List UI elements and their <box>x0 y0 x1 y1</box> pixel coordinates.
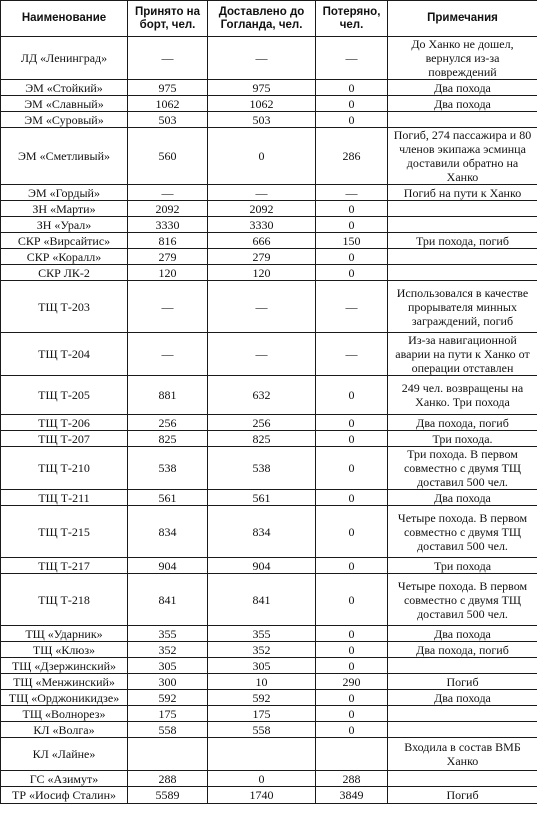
table-row <box>1 281 537 333</box>
row-name-cell: ТЩ Т-215 <box>1 506 128 558</box>
row-name-cell: СКР «Вирсайтис» <box>1 233 128 249</box>
table-row <box>1 431 537 447</box>
row-note-cell: До Ханко не дошел, вернулся из-за повреждений <box>388 37 537 80</box>
row-note-cell <box>388 112 537 128</box>
table-row <box>1 376 537 415</box>
row-lost-cell: 0 <box>316 506 388 558</box>
table-row <box>1 96 537 112</box>
row-note-cell <box>388 265 537 281</box>
row-lost-cell: 288 <box>316 771 388 787</box>
row-taken-cell: 881 <box>128 376 208 415</box>
row-delivered-cell: 1062 <box>208 96 316 112</box>
row-note-cell <box>388 201 537 217</box>
row-taken-cell: 816 <box>128 233 208 249</box>
table-row <box>1 249 537 265</box>
row-lost-cell: — <box>316 185 388 201</box>
row-delivered-cell: 279 <box>208 249 316 265</box>
table-row <box>1 333 537 376</box>
row-lost-cell: 0 <box>316 447 388 490</box>
row-note-cell: Два похода <box>388 80 537 96</box>
header-delivered: Доставлено до Гогланда, чел. <box>208 1 316 37</box>
row-note-cell: Два похода <box>388 626 537 642</box>
row-name-cell: ЭМ «Суровый» <box>1 112 128 128</box>
row-name-cell: ЭМ «Гордый» <box>1 185 128 201</box>
row-lost-cell: 0 <box>316 249 388 265</box>
row-lost-cell: 0 <box>316 690 388 706</box>
header-notes: Примечания <box>388 1 537 37</box>
row-taken-cell: 279 <box>128 249 208 265</box>
row-lost-cell: 3849 <box>316 787 388 804</box>
row-note-cell <box>388 706 537 722</box>
row-note-cell <box>388 722 537 738</box>
row-lost-cell: 0 <box>316 626 388 642</box>
row-taken-cell: 120 <box>128 265 208 281</box>
row-lost-cell: 0 <box>316 415 388 431</box>
table-row <box>1 265 537 281</box>
table-row <box>1 415 537 431</box>
row-note-cell: Три похода. <box>388 431 537 447</box>
row-name-cell: ТЩ Т-210 <box>1 447 128 490</box>
row-taken-cell: 975 <box>128 80 208 96</box>
table-row <box>1 706 537 722</box>
row-taken-cell: 558 <box>128 722 208 738</box>
row-lost-cell: 0 <box>316 80 388 96</box>
row-name-cell: ЗН «Марти» <box>1 201 128 217</box>
row-taken-cell: 355 <box>128 626 208 642</box>
row-name-cell: ТЩ «Орджоникидзе» <box>1 690 128 706</box>
row-delivered-cell: 975 <box>208 80 316 96</box>
row-delivered-cell: — <box>208 37 316 80</box>
row-taken-cell: 841 <box>128 574 208 626</box>
row-delivered-cell: 305 <box>208 658 316 674</box>
row-taken-cell: 3330 <box>128 217 208 233</box>
row-lost-cell: 0 <box>316 201 388 217</box>
row-taken-cell: 305 <box>128 658 208 674</box>
row-note-cell: Два похода <box>388 690 537 706</box>
row-delivered-cell <box>208 738 316 771</box>
row-note-cell: 249 чел. возвращены на Ханко. Три похода <box>388 376 537 415</box>
table-row <box>1 37 537 80</box>
row-taken-cell: 561 <box>128 490 208 506</box>
row-name-cell: ТЩ Т-207 <box>1 431 128 447</box>
row-name-cell: ЭМ «Славный» <box>1 96 128 112</box>
row-delivered-cell: 1740 <box>208 787 316 804</box>
row-lost-cell: 0 <box>316 96 388 112</box>
table-row <box>1 506 537 558</box>
row-note-cell: Из-за навигационной аварии на пути к Ханко от операции отставлен <box>388 333 537 376</box>
row-taken-cell: 2092 <box>128 201 208 217</box>
row-taken-cell: 560 <box>128 128 208 185</box>
row-name-cell: ТЩ Т-211 <box>1 490 128 506</box>
table-row <box>1 185 537 201</box>
row-lost-cell: — <box>316 37 388 80</box>
row-taken-cell <box>128 738 208 771</box>
row-taken-cell: — <box>128 185 208 201</box>
row-taken-cell: 825 <box>128 431 208 447</box>
row-name-cell: ТЩ «Волнорез» <box>1 706 128 722</box>
row-lost-cell: 0 <box>316 431 388 447</box>
table-row <box>1 217 537 233</box>
row-note-cell: Четыре похода. В первом совместно с двумя ТЩ доставил 500 чел. <box>388 506 537 558</box>
row-taken-cell: — <box>128 281 208 333</box>
row-taken-cell: — <box>128 37 208 80</box>
row-taken-cell: 300 <box>128 674 208 690</box>
row-taken-cell: 352 <box>128 642 208 658</box>
row-lost-cell: — <box>316 281 388 333</box>
table-row <box>1 674 537 690</box>
row-delivered-cell: — <box>208 333 316 376</box>
row-delivered-cell: 352 <box>208 642 316 658</box>
row-lost-cell: 0 <box>316 706 388 722</box>
header-row <box>1 1 537 37</box>
row-delivered-cell: 0 <box>208 771 316 787</box>
header-taken: Принято на борт, чел. <box>128 1 208 37</box>
row-note-cell: Погиб, 274 пассажира и 80 членов экипажа эсминца доставили обратно на Ханко <box>388 128 537 185</box>
table-row <box>1 233 537 249</box>
row-name-cell: СКР «Коралл» <box>1 249 128 265</box>
row-delivered-cell: 904 <box>208 558 316 574</box>
row-lost-cell: 150 <box>316 233 388 249</box>
row-name-cell: ТЩ Т-205 <box>1 376 128 415</box>
row-delivered-cell: 120 <box>208 265 316 281</box>
row-note-cell: Три похода, погиб <box>388 233 537 249</box>
row-taken-cell: 5589 <box>128 787 208 804</box>
row-name-cell: ТЩ Т-218 <box>1 574 128 626</box>
row-name-cell: ТЩ Т-206 <box>1 415 128 431</box>
row-taken-cell: 592 <box>128 690 208 706</box>
row-name-cell: ТЩ «Ударник» <box>1 626 128 642</box>
row-lost-cell: 0 <box>316 722 388 738</box>
row-delivered-cell: 841 <box>208 574 316 626</box>
row-delivered-cell: 3330 <box>208 217 316 233</box>
row-taken-cell: 288 <box>128 771 208 787</box>
row-delivered-cell: 175 <box>208 706 316 722</box>
row-taken-cell: — <box>128 333 208 376</box>
table-row <box>1 128 537 185</box>
row-delivered-cell: 256 <box>208 415 316 431</box>
row-name-cell: КЛ «Лайне» <box>1 738 128 771</box>
row-delivered-cell: 355 <box>208 626 316 642</box>
row-name-cell: ТЩ «Менжинский» <box>1 674 128 690</box>
row-note-cell: Два похода, погиб <box>388 642 537 658</box>
row-taken-cell: 904 <box>128 558 208 574</box>
row-taken-cell: 175 <box>128 706 208 722</box>
table-row <box>1 558 537 574</box>
table-row <box>1 658 537 674</box>
table-row <box>1 771 537 787</box>
header-name: Наименование <box>1 1 128 37</box>
row-lost-cell: 290 <box>316 674 388 690</box>
row-note-cell: Использовался в качестве прорывателя минных заграждений, погиб <box>388 281 537 333</box>
row-delivered-cell: 2092 <box>208 201 316 217</box>
row-lost-cell: 0 <box>316 490 388 506</box>
table-row <box>1 722 537 738</box>
row-taken-cell: 256 <box>128 415 208 431</box>
row-note-cell: Четыре похода. В первом совместно с двумя ТЩ доставил 500 чел. <box>388 574 537 626</box>
row-note-cell: Три похода. В первом совместно с двумя ТЩ доставил 500 чел. <box>388 447 537 490</box>
row-delivered-cell: 825 <box>208 431 316 447</box>
row-taken-cell: 834 <box>128 506 208 558</box>
row-delivered-cell: 561 <box>208 490 316 506</box>
row-delivered-cell: 592 <box>208 690 316 706</box>
row-name-cell: КЛ «Волга» <box>1 722 128 738</box>
row-name-cell: ЛД «Ленинград» <box>1 37 128 80</box>
row-taken-cell: 538 <box>128 447 208 490</box>
row-lost-cell: 0 <box>316 217 388 233</box>
row-note-cell: Два похода, погиб <box>388 415 537 431</box>
row-note-cell: Погиб <box>388 674 537 690</box>
row-note-cell <box>388 771 537 787</box>
row-lost-cell: — <box>316 333 388 376</box>
row-delivered-cell: 834 <box>208 506 316 558</box>
row-name-cell: ГС «Азимут» <box>1 771 128 787</box>
row-name-cell: СКР ЛК-2 <box>1 265 128 281</box>
row-lost-cell: 0 <box>316 558 388 574</box>
table-row <box>1 112 537 128</box>
row-note-cell <box>388 249 537 265</box>
table-row <box>1 490 537 506</box>
row-lost-cell: 286 <box>316 128 388 185</box>
row-delivered-cell: — <box>208 185 316 201</box>
row-lost-cell: 0 <box>316 574 388 626</box>
row-delivered-cell: 558 <box>208 722 316 738</box>
row-delivered-cell: 538 <box>208 447 316 490</box>
table-row <box>1 690 537 706</box>
row-name-cell: ТЩ Т-204 <box>1 333 128 376</box>
row-note-cell <box>388 217 537 233</box>
row-note-cell: Три похода <box>388 558 537 574</box>
row-name-cell: ТЩ «Клюз» <box>1 642 128 658</box>
row-delivered-cell: 503 <box>208 112 316 128</box>
row-name-cell: ЭМ «Стойкий» <box>1 80 128 96</box>
row-lost-cell: 0 <box>316 265 388 281</box>
table-row <box>1 642 537 658</box>
row-name-cell: ТЩ «Дзержинский» <box>1 658 128 674</box>
table-row <box>1 626 537 642</box>
table-row <box>1 787 537 804</box>
row-note-cell: Входила в состав ВМБ Ханко <box>388 738 537 771</box>
row-note-cell: Погиб на пути к Ханко <box>388 185 537 201</box>
table-row <box>1 447 537 490</box>
row-note-cell: Погиб <box>388 787 537 804</box>
row-taken-cell: 1062 <box>128 96 208 112</box>
row-name-cell: ТЩ Т-203 <box>1 281 128 333</box>
row-lost-cell <box>316 738 388 771</box>
row-lost-cell: 0 <box>316 112 388 128</box>
row-name-cell: ТР «Иосиф Сталин» <box>1 787 128 804</box>
row-note-cell <box>388 658 537 674</box>
row-delivered-cell: 10 <box>208 674 316 690</box>
row-lost-cell: 0 <box>316 642 388 658</box>
row-delivered-cell: — <box>208 281 316 333</box>
table-body <box>1 37 537 804</box>
table-row <box>1 201 537 217</box>
row-lost-cell: 0 <box>316 658 388 674</box>
table-row <box>1 80 537 96</box>
header-lost: Потеряно, чел. <box>316 1 388 37</box>
table-row <box>1 738 537 771</box>
row-lost-cell: 0 <box>316 376 388 415</box>
row-delivered-cell: 0 <box>208 128 316 185</box>
row-delivered-cell: 632 <box>208 376 316 415</box>
row-name-cell: ЗН «Урал» <box>1 217 128 233</box>
row-note-cell: Два похода <box>388 96 537 112</box>
row-name-cell: ЭМ «Сметливый» <box>1 128 128 185</box>
row-delivered-cell: 666 <box>208 233 316 249</box>
row-note-cell: Два похода <box>388 490 537 506</box>
row-name-cell: ТЩ Т-217 <box>1 558 128 574</box>
table-row <box>1 574 537 626</box>
row-taken-cell: 503 <box>128 112 208 128</box>
